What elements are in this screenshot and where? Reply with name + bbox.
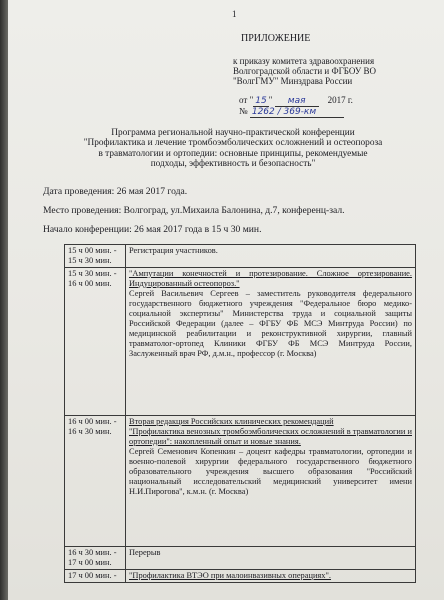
schedule-row [65, 268, 416, 416]
date-year: 2017 г. [327, 95, 353, 105]
schedule-time: 15 ч 30 мин. - 16 ч 00 мин. [65, 268, 126, 416]
schedule-item [126, 416, 416, 547]
program-title [28, 128, 438, 170]
schedule-item-speaker: Сергей Семенович Копенкин – доцент кафедры травматологии, ортопедии и военно-полевой хирургии федерального государственного бюджетного образовательного учреждения высшего образования "Российский национальный исследовательский медицинский университет имени Н.И.Пирогова", к.м.н. (г. Москва) [129, 447, 412, 496]
date-month-handwritten: мая [275, 96, 319, 107]
schedule-row [65, 245, 416, 268]
program-title-line-4: подходы, эффективность и безопасность" [150, 159, 316, 170]
schedule-time: 17 ч 00 мин. - [65, 570, 126, 583]
schedule-item [126, 245, 416, 268]
schedule-item-title: Регистрация участников. [129, 246, 218, 255]
order-number [239, 106, 344, 118]
date-mid: " [268, 95, 273, 105]
scan-edge-shadow [0, 0, 8, 600]
schedule-time: 16 ч 30 мин. - 17 ч 00 мин. [65, 547, 126, 570]
schedule-item-title: "Ампутации конечностей и протезирование. Сложное ортезирование. Индуцированный остеопороз." [129, 269, 412, 288]
order-line-3: "ВолгГМУ" Минздрава России [233, 76, 353, 86]
number-prefix: № [239, 106, 248, 116]
schedule-item-subtitle: Вторая редакция Российских клинических рекомендаций [129, 417, 334, 426]
schedule-item-title: "Профилактика ВТЭО при малоинвазивных операциях". [129, 571, 331, 580]
schedule-row [65, 570, 416, 583]
schedule-item-title: "Профилактика венозных тромбоэмболических осложнений в травматологии и ортопедии": накопленный опыт и новые знания. [129, 427, 412, 446]
schedule-row [65, 547, 416, 570]
document-page [8, 0, 444, 600]
schedule-item-speaker: Сергей Васильевич Сергеев – заместитель руководителя федерального государственного бюджетного учреждения "Федеральное бюро медико-социальной экспертизы" Министерства труда и социальной защиты Российской Федерации (далее – ФГБУ ФБ МСЭ Минтруда России) по медицинской реабилитации и реконструктивной хирургии, главный травматолог-ортопед Клиники ФГБУ ФБ МСЭ Минтруда России, Заслуженный врач РФ, д.м.н., профессор (г. Москва) [129, 289, 412, 358]
schedule-item [126, 268, 416, 416]
schedule-table [64, 244, 416, 583]
schedule-item [126, 547, 416, 570]
schedule-item [126, 570, 416, 583]
program-title-line-1: Программа региональной научно-практической конференции [111, 128, 355, 138]
page-number: 1 [232, 9, 237, 19]
date-prefix: от " [239, 95, 254, 105]
program-title-line-3: в травматологии и ортопедии: основные принципы, рекомендуемые [98, 148, 368, 159]
number-handwritten: 1262 / 369-км [250, 107, 344, 118]
event-start: Начало конференции: 26 мая 2017 года в 15 ч 30 мин. [43, 224, 262, 235]
event-place: Место проведения: Волгоград, ул.Михаила Балонина, д.7, конференц-зал. [43, 205, 345, 216]
schedule-item-title: Перерыв [129, 548, 161, 557]
schedule-time: 15 ч 00 мин. - 15 ч 30 мин. [65, 245, 126, 268]
order-line-2: Волгоградской области и ФГБОУ ВО [233, 66, 377, 76]
order-line-1: к приказу комитета здравоохранения [233, 56, 375, 66]
program-title-line-2: "Профилактика и лечение тромбоэмболических осложнений и остеопороза [83, 138, 383, 149]
event-date: Дата проведения: 26 мая 2017 года. [43, 186, 188, 197]
schedule-time: 16 ч 00 мин. - 16 ч 30 мин. [65, 416, 126, 547]
annex-title: ПРИЛОЖЕНИЕ [241, 33, 311, 44]
date-day-handwritten: 15 [255, 96, 267, 106]
schedule-row [65, 416, 416, 547]
